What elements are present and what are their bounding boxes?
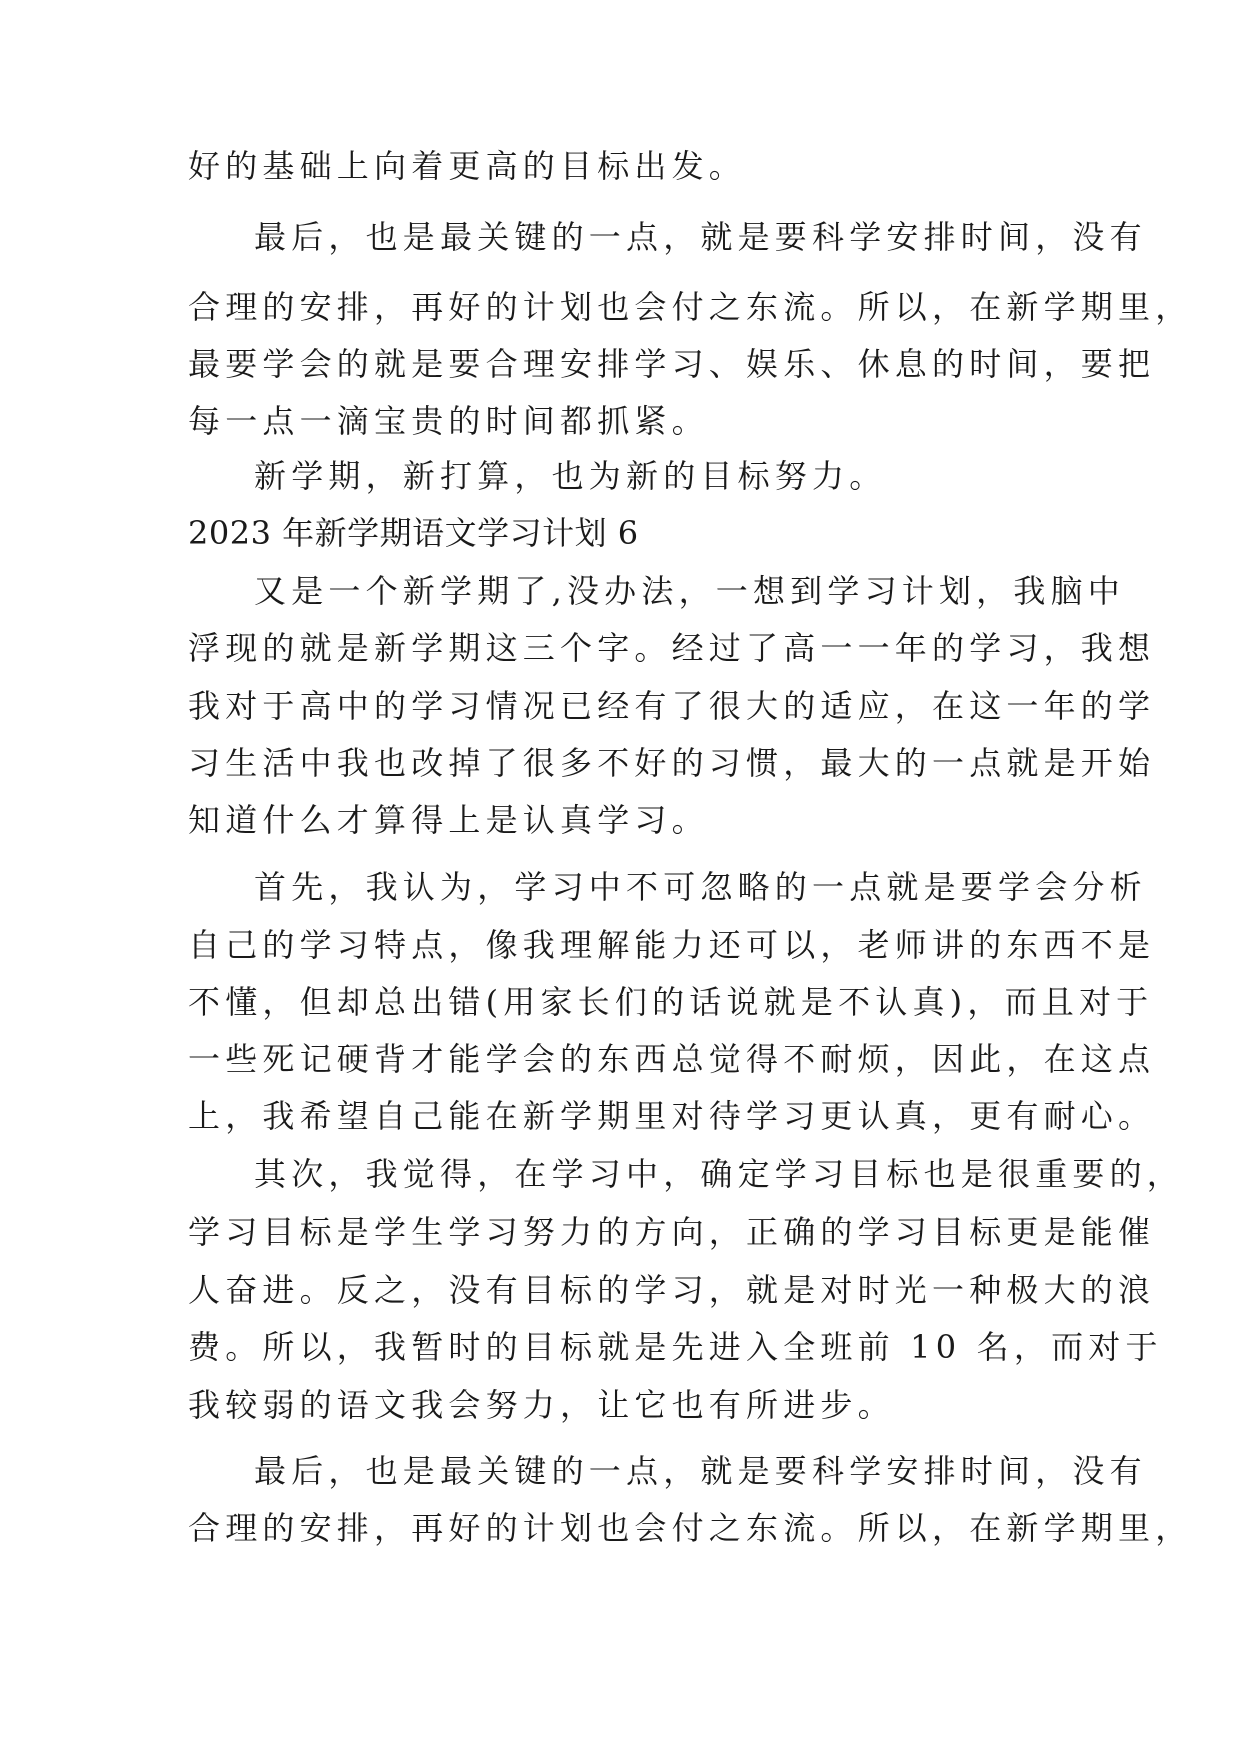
paragraph-line: 新学期，新打算，也为新的目标努力。 [254, 457, 887, 495]
paragraph-line: 合理的安排，再好的计划也会付之东流。所以，在新学期里， [188, 288, 1193, 326]
paragraph-line: 浮现的就是新学期这三个字。经过了高一一年的学习，我想 [188, 629, 1156, 667]
paragraph-line: 合理的安排，再好的计划也会付之东流。所以，在新学期里， [188, 1509, 1193, 1547]
paragraph-line: 最要学会的就是要合理安排学习、娱乐、休息的时间，要把 [188, 345, 1156, 383]
paragraph-line: 费。所以，我暂时的目标就是先进入全班前 10 名，而对于 [188, 1328, 1163, 1366]
paragraph-line: 知道什么才算得上是认真学习。 [188, 801, 709, 839]
paragraph-line: 好的基础上向着更高的目标出发。 [188, 147, 747, 185]
paragraph-line: 一些死记硬背才能学会的东西总觉得不耐烦，因此，在这点 [188, 1040, 1156, 1078]
paragraph-line: 我对于高中的学习情况已经有了很大的适应，在这一年的学 [188, 687, 1156, 725]
paragraph-line: 每一点一滴宝贵的时间都抓紧。 [188, 402, 709, 440]
paragraph-line: 最后，也是最关键的一点，就是要科学安排时间，没有 [254, 218, 1147, 256]
paragraph-line: 人奋进。反之，没有目标的学习，就是对时光一种极大的浪 [188, 1271, 1156, 1309]
paragraph-line: 学习目标是学生学习努力的方向，正确的学习目标更是能催 [188, 1213, 1156, 1251]
paragraph-line: 首先，我认为，学习中不可忽略的一点就是要学会分析 [254, 868, 1147, 906]
paragraph-line: 最后，也是最关键的一点，就是要科学安排时间，没有 [254, 1452, 1147, 1490]
paragraph-line: 我较弱的语文我会努力，让它也有所进步。 [188, 1386, 895, 1424]
paragraph-line: 其次，我觉得，在学习中，确定学习目标也是很重要的， [254, 1155, 1185, 1193]
paragraph-line: 上，我希望自己能在新学期里对待学习更认真，更有耐心。 [188, 1097, 1156, 1135]
paragraph-line: 自己的学习特点，像我理解能力还可以，老师讲的东西不是 [188, 926, 1156, 964]
paragraph-line: 习生活中我也改掉了很多不好的习惯，最大的一点就是开始 [188, 744, 1156, 782]
section-heading: 2023 年新学期语文学习计划 6 [188, 514, 639, 552]
paragraph-line: 不懂，但却总出错(用家长们的话说就是不认真)，而且对于 [188, 983, 1154, 1021]
paragraph-line: 又是一个新学期了,没办法，一想到学习计划，我脑中 [254, 572, 1125, 610]
